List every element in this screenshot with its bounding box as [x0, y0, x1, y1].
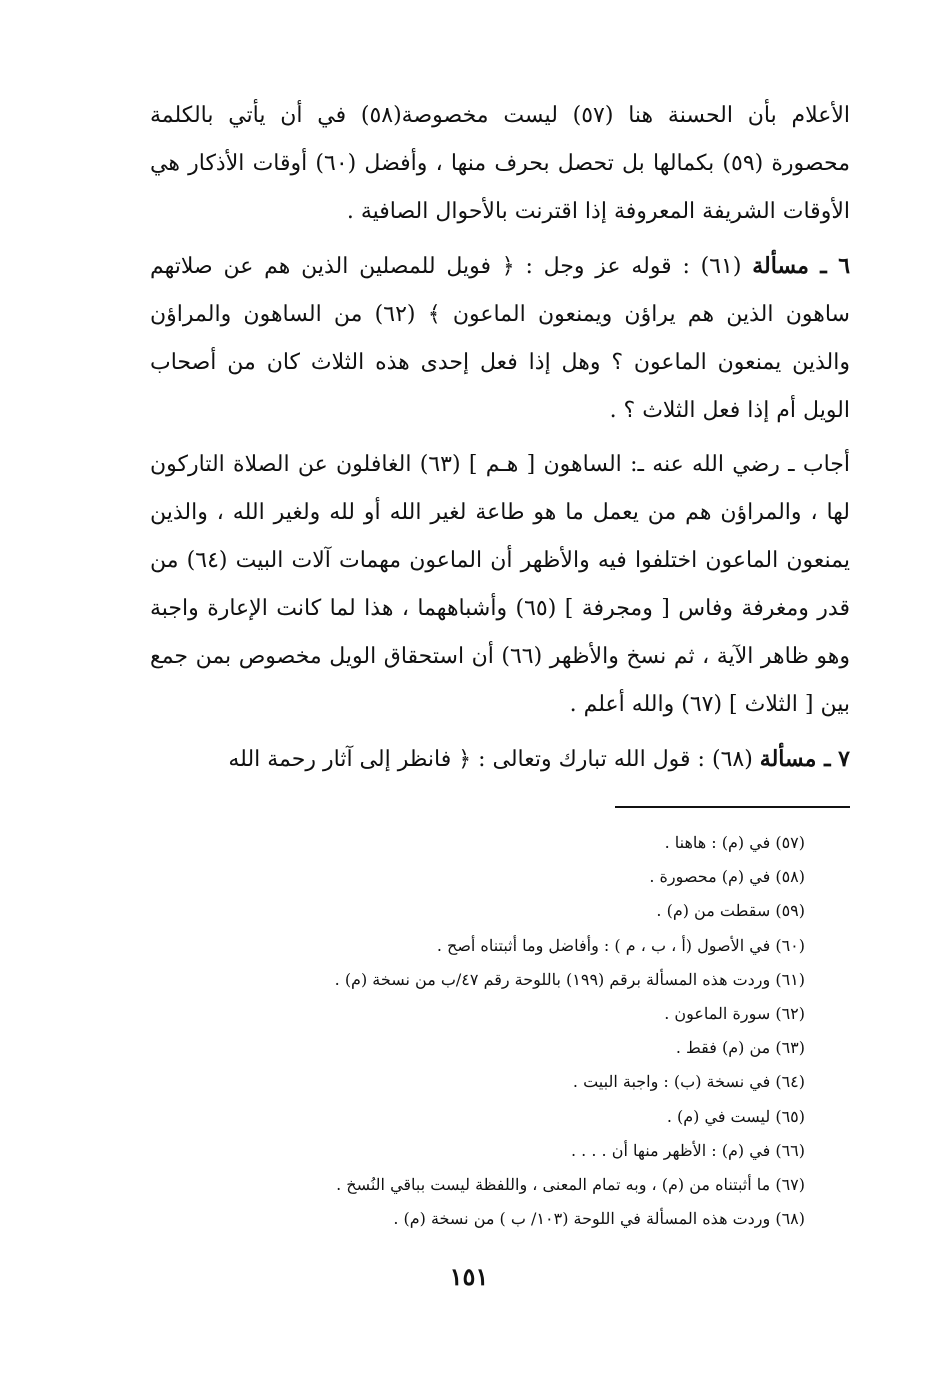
issue-7-text: (٦٨) : قول الله تبارك وتعالى : ﴿ فانظر إلى آثار رحمة الله: [228, 747, 753, 772]
main-text: [150, 92, 850, 784]
page-number: ١٥١: [449, 1262, 489, 1291]
footnote: (٦٦) في (م) : الأظهر منها أن . . . .: [571, 1140, 805, 1160]
paragraph-answer: أجاب ـ رضي الله عنه ـ: الساهون [ هـم ] (٦٣) الغافلون عن الصلاة التاركون لها ، والمراؤن هم من يعمل ما هو طاعة لغير الله أو لله ولغير الله ، والذين يمنعون الماعون اختلفوا فيه والأظهر أن الماعون مهمات آلات البيت (٦٤) من قدر ومغرفة وفاس [ ومجرفة ] (٦٥) وأشباههما ، هذا لما كانت الإعارة واجبة وهو ظاهر الآية ، ثم نسخ والأظهر (٦٦) أن استحقاق الويل مخصوص بمن جمع بين [ الثلاث ] (٦٧) والله أعلم .: [150, 452, 850, 717]
issue-6-heading: ٦ ـ مسألة: [752, 253, 851, 279]
footnote: (٦٤) في نسخة (ب) : واجبة البيت .: [572, 1072, 805, 1092]
paragraph-issue-7: [150, 735, 850, 784]
issue-6-text: (٦١) : قوله عز وجل : ﴿ فويل للمصلين الذين هم عن صلاتهم ساهون الذين هم يراؤن ويمنعون الماعون ﴾ (٦٢) من الساهون والمراؤن والذين يمنعون الماعون ؟ وهل إذا فعل إحدى هذه الثلاث كان من أصحاب الويل أم إذا فعل الثلاث ؟ .: [150, 254, 850, 423]
paragraph-issue-6: [150, 242, 850, 435]
footnote: (٦٣) من (م) فقط .: [675, 1038, 805, 1058]
footnote: (٥٩) سقطت من (م) .: [656, 901, 805, 921]
paragraph-1: الأعلام بأن الحسنة هنا (٥٧) ليست مخصوصة(٥٨) في أن يأتي بالكلمة محصورة (٥٩) بكمالها بل تحصل بحرف منها ، وأفضل (٦٠) أوقات الأذكار هي الأوقات الشريفة المعروفة إذا اقترنت بالأحوال الصافية .: [150, 103, 850, 224]
footnote: (٦٧) ما أثبتناه من (م) ، وبه تمام المعنى ، واللفظة ليست بباقي النُسخ .: [336, 1175, 805, 1195]
footnote: (٦٨) وردت هذه المسألة في اللوحة (١٠٣/ ب ) من نسخة (م) .: [393, 1209, 805, 1229]
footnote: (٥٨) في (م) محصورة .: [649, 867, 805, 887]
footnote: (٥٧) في (م) : هاهنا .: [664, 833, 805, 852]
footnote: (٦٠) في الأصول (أ ، ب ، م ) : وأفاضل وما أثبتناه أصح .: [436, 935, 805, 955]
footnote: (٦١) وردت هذه المسألة برقم (١٩٩) باللوحة رقم ٤٧/ب من نسخة (م) .: [334, 969, 805, 989]
footnote-separator: [615, 806, 850, 808]
issue-7-heading: ٧ ـ مسألة: [759, 746, 850, 772]
footnote: (٦٢) سورة الماعون .: [664, 1004, 805, 1024]
footnote: (٦٥) ليست في (م) .: [666, 1106, 805, 1126]
footnotes: [260, 826, 805, 1236]
